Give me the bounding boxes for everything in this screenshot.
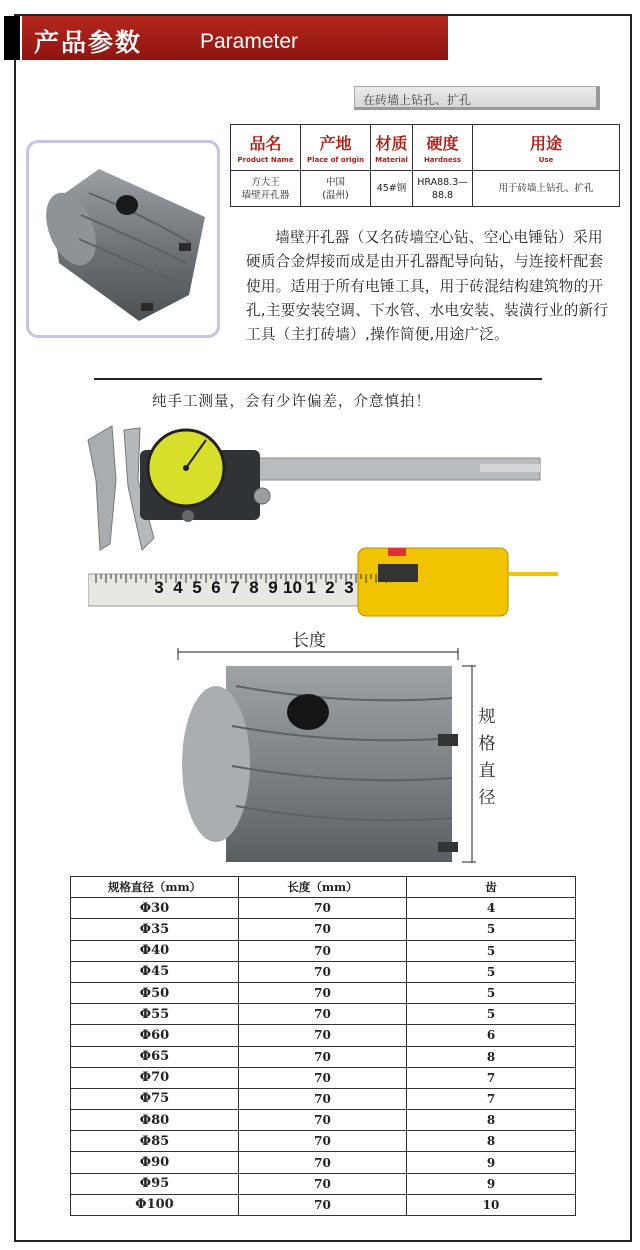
spec-header-hardness: 硬度 Hardness xyxy=(413,125,473,171)
tape-number: 1 xyxy=(306,578,316,597)
length-label: 长度 xyxy=(292,631,326,651)
size-header-length: 长度（mm） xyxy=(239,877,407,898)
size-diameter-cell: Φ95 xyxy=(71,1173,239,1194)
spec-header-use: 用途 Use xyxy=(473,125,620,171)
size-teeth-cell: 7 xyxy=(407,1088,576,1109)
spec-header-origin: 产地 Place of origin xyxy=(301,125,371,171)
tape-number: 8 xyxy=(249,578,259,597)
size-table xyxy=(70,876,576,1216)
product-image-frame xyxy=(26,140,220,338)
table-row xyxy=(71,1088,576,1109)
size-diameter-cell: Φ85 xyxy=(71,1131,239,1152)
size-diameter-cell: Φ70 xyxy=(71,1067,239,1088)
table-row xyxy=(71,1046,576,1067)
tape-number: 4 xyxy=(173,578,183,597)
caliper-photo xyxy=(80,420,550,562)
spec-value-hardness: HRA88.3— 88.8 xyxy=(413,171,473,207)
size-teeth-cell: 5 xyxy=(407,940,576,961)
table-row xyxy=(71,1194,576,1215)
tape-number: 6 xyxy=(211,578,221,597)
table-row xyxy=(71,898,576,919)
size-diameter-cell: Φ100 xyxy=(71,1194,239,1215)
size-teeth-cell: 5 xyxy=(407,961,576,982)
hole-saw-photo xyxy=(29,143,217,335)
size-teeth-cell: 9 xyxy=(407,1152,576,1173)
dimension-drawing xyxy=(176,646,476,866)
table-row xyxy=(71,1152,576,1173)
size-diameter-cell: Φ50 xyxy=(71,982,239,1003)
diameter-label: 规 格 直 径 xyxy=(478,707,496,808)
spec-value-material: 45#钢 xyxy=(371,171,413,207)
spec-table xyxy=(230,124,620,207)
tape-number: 3 xyxy=(344,578,354,597)
size-diameter-cell: Φ60 xyxy=(71,1025,239,1046)
banner-title-en: Parameter xyxy=(200,30,299,53)
size-diameter-cell: Φ45 xyxy=(71,961,239,982)
size-diameter-cell: Φ30 xyxy=(71,898,239,919)
size-length-cell: 70 xyxy=(239,961,407,982)
table-row xyxy=(71,919,576,940)
table-row xyxy=(71,1131,576,1152)
size-diameter-cell: Φ40 xyxy=(71,940,239,961)
size-length-cell: 70 xyxy=(239,1110,407,1131)
table-row xyxy=(71,1067,576,1088)
tape-numbers xyxy=(150,578,360,602)
tape-number: 10 xyxy=(283,578,302,597)
banner-title-cn: 产品参数 xyxy=(34,28,143,57)
table-row xyxy=(71,1025,576,1046)
size-header-diameter: 规格直径（mm） xyxy=(71,877,239,898)
size-length-cell: 70 xyxy=(239,1046,407,1067)
measure-note: 纯手工测量，会有少许偏差，介意慎拍！ xyxy=(152,394,431,410)
size-length-cell: 70 xyxy=(239,1067,407,1088)
size-length-cell: 70 xyxy=(239,1088,407,1109)
table-row xyxy=(71,1110,576,1131)
size-teeth-cell: 8 xyxy=(407,1046,576,1067)
size-teeth-cell: 10 xyxy=(407,1194,576,1215)
spec-value-origin: 中国 (温州) xyxy=(301,171,371,207)
table-row xyxy=(71,961,576,982)
size-teeth-cell: 9 xyxy=(407,1173,576,1194)
table-row xyxy=(71,940,576,961)
table-row xyxy=(71,1173,576,1194)
size-length-cell: 70 xyxy=(239,1004,407,1025)
size-length-cell: 70 xyxy=(239,1173,407,1194)
size-length-cell: 70 xyxy=(239,1025,407,1046)
size-length-cell: 70 xyxy=(239,940,407,961)
size-teeth-cell: 5 xyxy=(407,919,576,940)
size-diameter-cell: Φ65 xyxy=(71,1046,239,1067)
size-teeth-cell: 5 xyxy=(407,982,576,1003)
tape-number: 7 xyxy=(230,578,240,597)
size-teeth-cell: 7 xyxy=(407,1067,576,1088)
size-diameter-cell: Φ55 xyxy=(71,1004,239,1025)
size-diameter-cell: Φ35 xyxy=(71,919,239,940)
size-teeth-cell: 6 xyxy=(407,1025,576,1046)
spec-value-use: 用于砖墙上钻孔、扩孔 xyxy=(473,171,620,207)
spec-header-name: 品名 Product Name xyxy=(231,125,301,171)
size-length-cell: 70 xyxy=(239,982,407,1003)
divider xyxy=(94,378,542,380)
spec-header-material: 材质 Material xyxy=(371,125,413,171)
size-table-body xyxy=(71,898,576,1216)
size-length-cell: 70 xyxy=(239,898,407,919)
table-row xyxy=(71,1004,576,1025)
spec-value-name: 方大王 墙壁开孔器 xyxy=(231,171,301,207)
banner-accent xyxy=(4,16,20,60)
product-description: 墙壁开孔器（又名砖墙空心钻、空心电锤钻）采用硬质合金焊接而成是由开孔器配导向钻，与连接杆配套使用。适用于所有电锤工具，用于砖混结构建筑物的开孔,主要安装空调、下水管、水电安装、装潢行业的新行工具（主打砖墙）,操作简便,用途广泛。 xyxy=(246,229,609,344)
size-length-cell: 70 xyxy=(239,919,407,940)
size-diameter-cell: Φ75 xyxy=(71,1088,239,1109)
tape-number: 3 xyxy=(154,578,164,597)
table-row xyxy=(71,982,576,1003)
tape-number: 2 xyxy=(325,578,335,597)
size-diameter-cell: Φ90 xyxy=(71,1152,239,1173)
size-teeth-cell: 5 xyxy=(407,1004,576,1025)
size-teeth-cell: 8 xyxy=(407,1110,576,1131)
size-length-cell: 70 xyxy=(239,1131,407,1152)
size-header-teeth: 齿 xyxy=(407,877,576,898)
size-length-cell: 70 xyxy=(239,1194,407,1215)
tape-number: 5 xyxy=(192,578,202,597)
size-length-cell: 70 xyxy=(239,1152,407,1173)
use-caption: 在砖墙上钻孔、扩孔 xyxy=(354,86,600,110)
size-teeth-cell: 8 xyxy=(407,1131,576,1152)
tape-number: 9 xyxy=(268,578,278,597)
size-diameter-cell: Φ80 xyxy=(71,1110,239,1131)
size-teeth-cell: 4 xyxy=(407,898,576,919)
